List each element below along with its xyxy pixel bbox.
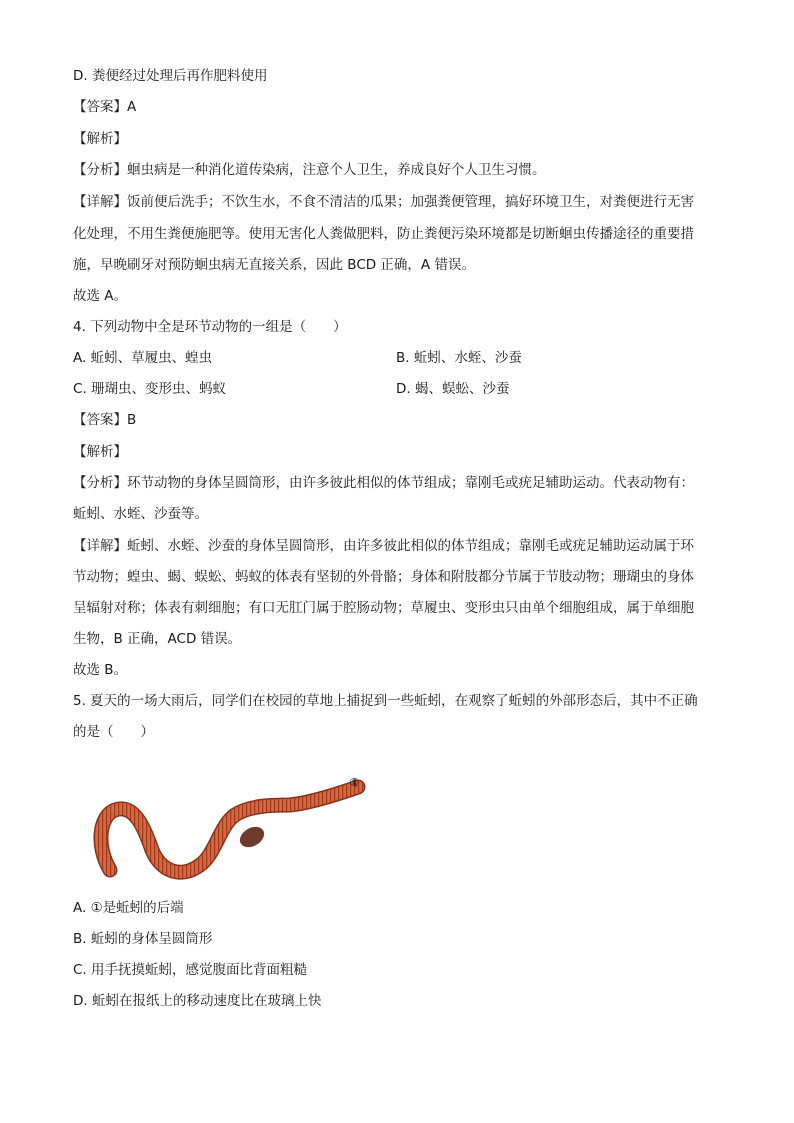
q5-option-d: D. 蚯蚓在报纸上的移动速度比在玻璃上快: [73, 993, 322, 1009]
q3-xiangjie-line-1: [73, 192, 694, 212]
q4-stem: 4. 下列动物中全是环节动物的一组是（ ）: [73, 319, 347, 335]
fenxi-text: 环节动物的身体呈圆筒形，由许多彼此相似的体节组成；靠刚毛或疣足辅助运动。代表动物有：: [127, 475, 694, 491]
answer-tag: 【答案】: [73, 99, 127, 115]
answer-tag: 【答案】: [73, 412, 127, 428]
xiangjie-text: 蚯蚓、水蛭、沙蚕的身体呈圆筒形，由许多彼此相似的体节组成；靠刚毛或疣足辅助运动属于环: [127, 538, 694, 554]
q3-option-d: D. 粪便经过处理后再作肥料使用: [73, 68, 268, 84]
q3-xiangjie-line-3: 施，早晚刷牙对预防蛔虫病无直接关系，因此 BCD 正确，A 错误。: [73, 257, 475, 273]
fenxi-tag: 【分析】: [73, 475, 127, 491]
xiangjie-tag: 【详解】: [73, 194, 127, 210]
q3-answer-line: [73, 97, 136, 117]
fenxi-tag: 【分析】: [73, 162, 127, 178]
q4-analysis-tag: 【解析】: [73, 444, 127, 460]
q5-option-a: A. ①是蚯蚓的后端: [73, 900, 184, 916]
q4-option-d: D. 蝎、蜈蚣、沙蚕: [396, 381, 510, 397]
q5-stem-line-1: 5. 夏天的一场大雨后，同学们在校园的草地上捕捉到一些蚯蚓，在观察了蚯蚓的外部形态后，其中不正确: [73, 693, 698, 709]
q3-choose: 故选 A。: [73, 288, 128, 304]
answer-value: A: [127, 99, 137, 115]
earthworm-figure: [90, 775, 380, 890]
xiangjie-text: 饭前便后洗手；不饮生水，不食不清洁的瓜果；加强粪便管理，搞好环境卫生，对粪便进行无害: [127, 194, 694, 210]
figure-label-1: ①: [349, 776, 359, 789]
q3-xiangjie-line-2: 化处理，不用生粪便施肥等。使用无害化人粪做肥料，防止粪便污染环境都是切断蛔虫传播途径的重要措: [73, 226, 694, 242]
q5-option-c: C. 用手抚摸蚯蚓，感觉腹面比背面粗糙: [73, 962, 308, 978]
q3-analysis-tag: 【解析】: [73, 131, 127, 147]
q4-fenxi-line-1: [73, 473, 694, 493]
q4-xiangjie-line-3: 呈辐射对称；体表有刺细胞；有口无肛门属于腔肠动物；草履虫、变形虫只由单个细胞组成，属于单细胞: [73, 600, 694, 616]
q4-xiangjie-line-4: 生物，B 正确，ACD 错误。: [73, 631, 242, 647]
q3-fenxi-line: [73, 160, 546, 180]
q4-choose: 故选 B。: [73, 662, 128, 678]
worm-body: [101, 787, 358, 872]
worm-clitellum: [236, 823, 268, 852]
q4-option-b: B. 蚯蚓、水蛭、沙蚕: [396, 350, 522, 366]
answer-value: B: [127, 412, 137, 428]
q5-stem-line-2: 的是（ ）: [73, 724, 154, 740]
fenxi-text: 蛔虫病是一种消化道传染病，注意个人卫生，养成良好个人卫生习惯。: [127, 162, 546, 178]
q5-option-b: B. 蚯蚓的身体呈圆筒形: [73, 931, 213, 947]
q4-option-c: C. 珊瑚虫、变形虫、蚂蚁: [73, 381, 227, 397]
q4-fenxi-line-2: 蚯蚓、水蛭、沙蚕等。: [73, 506, 208, 522]
q4-xiangjie-line-1: [73, 536, 694, 556]
xiangjie-tag: 【详解】: [73, 538, 127, 554]
q4-option-a: A. 蚯蚓、草履虫、蝗虫: [73, 350, 213, 366]
q4-answer-line: [73, 410, 136, 430]
q4-xiangjie-line-2: 节动物；蝗虫、蝎、蜈蚣、蚂蚁的体表有坚韧的外骨骼；身体和附肢都分节属于节肢动物；珊瑚虫的身体: [73, 569, 694, 585]
